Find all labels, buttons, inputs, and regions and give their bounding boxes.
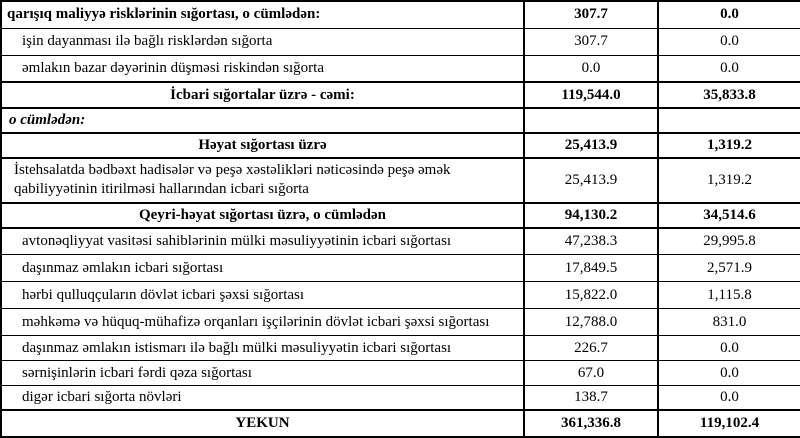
row-label: sərnişinlərin icbari fərdi qəza sığortası xyxy=(1,361,524,386)
row-value-2 xyxy=(658,108,800,133)
row-value-2: 1,319.2 xyxy=(658,133,800,158)
row-value-2: 831.0 xyxy=(658,309,800,336)
row-label: əmlakın bazar dəyərinin düşməsi riskindən sığorta xyxy=(1,55,524,82)
row-value-2: 0.0 xyxy=(658,361,800,386)
table-row xyxy=(1,55,800,82)
row-value-1: 15,822.0 xyxy=(524,282,658,309)
table-row xyxy=(1,108,800,133)
row-value-2: 0.0 xyxy=(658,28,800,55)
row-label: İcbari sığortalar üzrə - cəmi: xyxy=(1,82,524,108)
row-value-1: 94,130.2 xyxy=(524,203,658,228)
table-row-section-total xyxy=(1,82,800,108)
row-value-2: 29,995.8 xyxy=(658,228,800,255)
row-label: işin dayanması ilə bağlı risklərdən sığorta xyxy=(1,28,524,55)
table-row xyxy=(1,386,800,410)
row-value-1: 361,336.8 xyxy=(524,410,658,437)
row-value-1: 119,544.0 xyxy=(524,82,658,108)
row-value-2: 0.0 xyxy=(658,386,800,410)
row-value-2: 2,571.9 xyxy=(658,255,800,282)
row-value-2: 34,514.6 xyxy=(658,203,800,228)
row-label: məhkəmə və hüquq-mühafizə orqanları işçilərinin dövlət icbari şəxsi sığortası xyxy=(1,309,524,336)
table-row-grand-total xyxy=(1,410,800,437)
row-label: Qeyri-həyat sığortası üzrə, o cümlədən xyxy=(1,203,524,228)
table-row xyxy=(1,282,800,309)
row-label: digər icbari sığorta növləri xyxy=(1,386,524,410)
table-row xyxy=(1,255,800,282)
row-value-1: 47,238.3 xyxy=(524,228,658,255)
table-row xyxy=(1,158,800,203)
row-value-2: 119,102.4 xyxy=(658,410,800,437)
row-label: avtonəqliyyat vasitəsi sahiblərinin mülki məsuliyyətinin icbari sığortası xyxy=(1,228,524,255)
table-row xyxy=(1,336,800,361)
table-row xyxy=(1,228,800,255)
row-label: qarışıq maliyyə risklərinin sığortası, o cümlədən: xyxy=(1,1,524,28)
table-row xyxy=(1,361,800,386)
table-row xyxy=(1,309,800,336)
table-row-section-nonlife xyxy=(1,203,800,228)
row-label: daşınmaz əmlakın istismarı ilə bağlı mülki məsuliyyətin icbari sığortası xyxy=(1,336,524,361)
row-value-2: 0.0 xyxy=(658,1,800,28)
row-value-2: 0.0 xyxy=(658,55,800,82)
row-value-2: 1,319.2 xyxy=(658,158,800,203)
row-value-2: 1,115.8 xyxy=(658,282,800,309)
row-value-1: 226.7 xyxy=(524,336,658,361)
row-label: o cümlədən: xyxy=(1,108,524,133)
row-value-1 xyxy=(524,108,658,133)
table-row xyxy=(1,1,800,28)
row-value-1: 138.7 xyxy=(524,386,658,410)
row-value-1: 0.0 xyxy=(524,55,658,82)
row-label: hərbi qulluqçuların dövlət icbari şəxsi sığortası xyxy=(1,282,524,309)
row-label: İstehsalatda bədbəxt hadisələr və peşə xəstəlikləri nəticəsində peşə əmək qabiliyyətinin itirilməsi hallarından icbari sığorta xyxy=(1,158,524,203)
row-value-2: 35,833.8 xyxy=(658,82,800,108)
row-value-1: 25,413.9 xyxy=(524,133,658,158)
row-value-1: 307.7 xyxy=(524,28,658,55)
row-value-1: 17,849.5 xyxy=(524,255,658,282)
row-label: Həyat sığortası üzrə xyxy=(1,133,524,158)
row-value-1: 25,413.9 xyxy=(524,158,658,203)
row-value-2: 0.0 xyxy=(658,336,800,361)
row-label: daşınmaz əmlakın icbari sığortası xyxy=(1,255,524,282)
table-row xyxy=(1,28,800,55)
row-value-1: 12,788.0 xyxy=(524,309,658,336)
table-row-section-life xyxy=(1,133,800,158)
row-value-1: 67.0 xyxy=(524,361,658,386)
row-value-1: 307.7 xyxy=(524,1,658,28)
row-label: YEKUN xyxy=(1,410,524,437)
